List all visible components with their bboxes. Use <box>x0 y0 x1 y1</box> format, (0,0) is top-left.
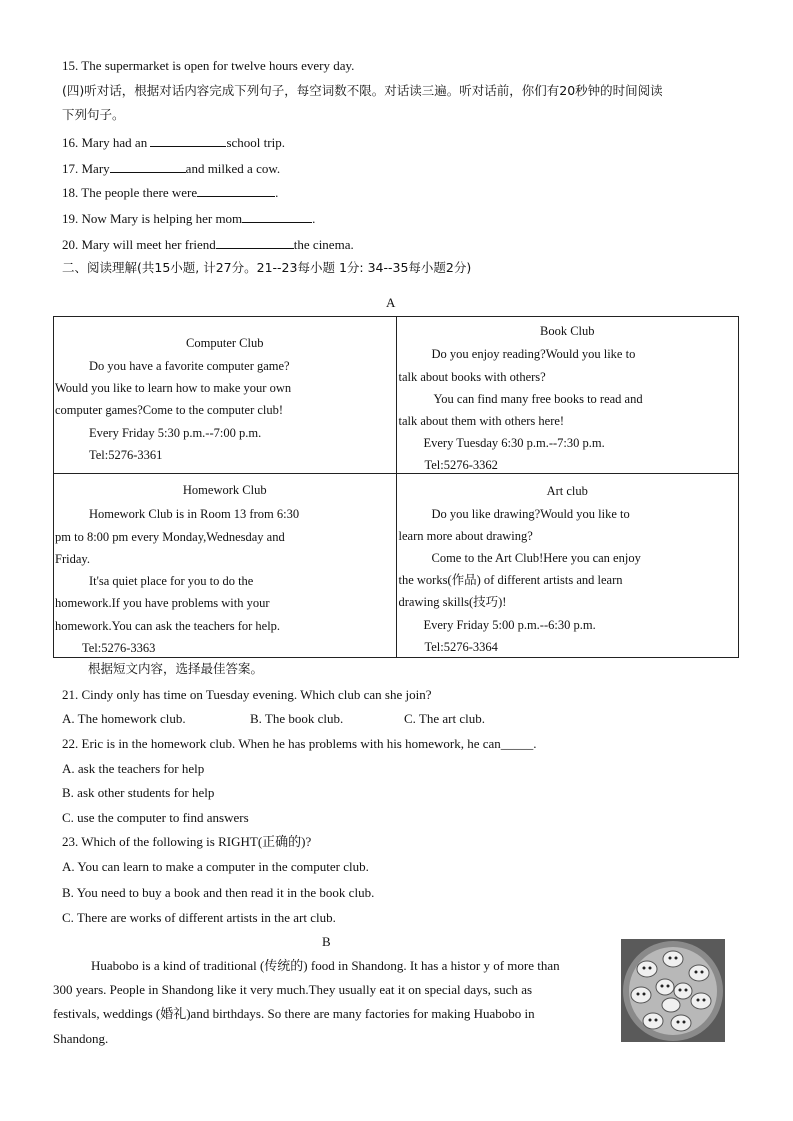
q16-sentence <box>62 134 285 151</box>
q18-sentence <box>62 184 278 201</box>
homework-club-line: It'sa quiet place for you to do the <box>89 574 254 588</box>
homework-club-line: Homework Club is in Room 13 from 6:30 <box>89 507 300 521</box>
art-club-cell <box>396 474 739 658</box>
computer-club-tel: Tel:5276-3361 <box>89 448 163 462</box>
q21-option-a[interactable]: A. The homework club. <box>62 711 186 726</box>
homework-club-line: pm to 8:00 pm every Monday,Wednesday and <box>55 530 285 544</box>
q16-blank[interactable] <box>150 134 226 147</box>
q15-sentence: 15. The supermarket is open for twelve hours every day. <box>62 58 355 73</box>
homework-club-title: Homework Club <box>182 483 267 497</box>
book-club-line: You can find many free books to read and <box>433 392 643 406</box>
homework-club-cell <box>54 474 397 658</box>
q21-option-c[interactable]: C. The art club. <box>404 711 485 726</box>
q23-option-b[interactable]: B. You need to buy a book and then read it in the book club. <box>62 885 375 900</box>
q22-question: 22. Eric is in the homework club. When he has problems with his homework, he can_____. <box>62 736 537 751</box>
art-club-time: Every Friday 5:00 p.m.--6:30 p.m. <box>423 618 596 632</box>
passage-b-line: festivals, weddings (婚礼)and birthdays. So there are many factories for making Huabobo in <box>53 1006 535 1021</box>
q20-sentence <box>62 236 354 253</box>
q23-question: 23. Which of the following is RIGHT(正确的)? <box>62 834 312 849</box>
clubs-table <box>53 316 739 658</box>
passage-b-line: 300 years. People in Shandong like it very much.They usually eat it on special days, such as <box>53 982 533 997</box>
passage-b-label: B <box>322 934 331 949</box>
art-club-line: learn more about drawing? <box>398 529 533 543</box>
computer-club-cell <box>54 317 397 474</box>
passage-a-label: A <box>386 295 396 310</box>
q17-blank[interactable] <box>110 160 186 173</box>
huabobo-photo <box>621 939 725 1042</box>
homework-club-line: homework.If you have problems with your <box>55 596 270 610</box>
book-club-title: Book Club <box>539 324 595 338</box>
passage-b-line: Huabobo is a kind of traditional (传统的) food in Shandong. It has a histor y of more than <box>91 958 560 973</box>
q16-text-end: school trip. <box>226 135 285 150</box>
q21-question: 21. Cindy only has time on Tuesday evening. Which club can she join? <box>62 687 432 702</box>
art-club-tel: Tel:5276-3364 <box>424 640 498 654</box>
book-club-cell <box>396 317 739 474</box>
q19-sentence <box>62 210 315 227</box>
q19-blank[interactable] <box>242 210 312 223</box>
choose-instruction: 根据短文内容，选择最佳答案。 <box>88 661 264 676</box>
listening-instruction: (四)听对话，根据对话内容完成下列句子，每空词数不限。对话读三遍。听对话前，你们有20秒钟的时间阅读 <box>62 83 663 98</box>
computer-club-time: Every Friday 5:30 p.m.--7:00 p.m. <box>89 426 262 440</box>
q17-sentence <box>62 160 280 177</box>
q22-option-c[interactable]: C. use the computer to find answers <box>62 810 249 825</box>
computer-club-line: computer games?Come to the computer club! <box>55 403 284 417</box>
q20-text: 20. Mary will meet her friend <box>62 237 216 252</box>
computer-club-line: Would you like to learn how to make your own <box>55 381 292 395</box>
art-club-title: Art club <box>546 484 588 498</box>
homework-club-tel: Tel:5276-3363 <box>82 641 156 655</box>
book-club-time: Every Tuesday 6:30 p.m.--7:30 p.m. <box>423 436 605 450</box>
computer-club-line: Do you have a favorite computer game? <box>89 359 290 373</box>
homework-club-line: homework.You can ask the teachers for help. <box>55 619 281 633</box>
art-club-line: the works(作品) of different artists and learn <box>398 573 623 587</box>
book-club-tel: Tel:5276-3362 <box>424 458 498 472</box>
q18-text-end: . <box>275 185 279 200</box>
book-club-line: talk about them with others here! <box>398 414 565 428</box>
q18-text: 18. The people there were <box>62 185 198 200</box>
book-club-line: talk about books with others? <box>398 370 546 384</box>
q20-blank[interactable] <box>216 236 294 249</box>
book-club-line: Do you enjoy reading?Would you like to <box>431 347 636 361</box>
section-heading: 二、阅读理解(共15小题, 计27分。21--23每小题 1分: 34--35每小题2分) <box>62 260 472 275</box>
q21-option-b[interactable]: B. The book club. <box>250 711 344 726</box>
q22-option-a[interactable]: A. ask the teachers for help <box>62 761 205 776</box>
q20-text-end: the cinema. <box>293 237 354 252</box>
art-club-line: Do you like drawing?Would you like to <box>431 507 630 521</box>
listening-instruction-cont: 下列句子。 <box>62 107 125 122</box>
q23-option-a[interactable]: A. You can learn to make a computer in the computer club. <box>62 859 369 874</box>
q23-option-c[interactable]: C. There are works of different artists in the art club. <box>62 910 336 925</box>
art-club-line: Come to the Art Club!Here you can enjoy <box>431 551 641 565</box>
q17-text: 17. Mary <box>62 161 110 176</box>
art-club-line: drawing skills(技巧)! <box>398 595 507 609</box>
passage-b-line: Shandong. <box>53 1031 109 1046</box>
q17-text-end: and milked a cow. <box>185 161 281 176</box>
computer-club-title: Computer Club <box>186 336 264 350</box>
q19-text: 19. Now Mary is helping her mom <box>62 211 243 226</box>
q16-text: 16. Mary had an <box>62 135 151 150</box>
q19-text-end: . <box>312 211 316 226</box>
q22-option-b[interactable]: B. ask other students for help <box>62 785 215 800</box>
q18-blank[interactable] <box>197 184 275 197</box>
homework-club-line: Friday. <box>55 552 90 566</box>
